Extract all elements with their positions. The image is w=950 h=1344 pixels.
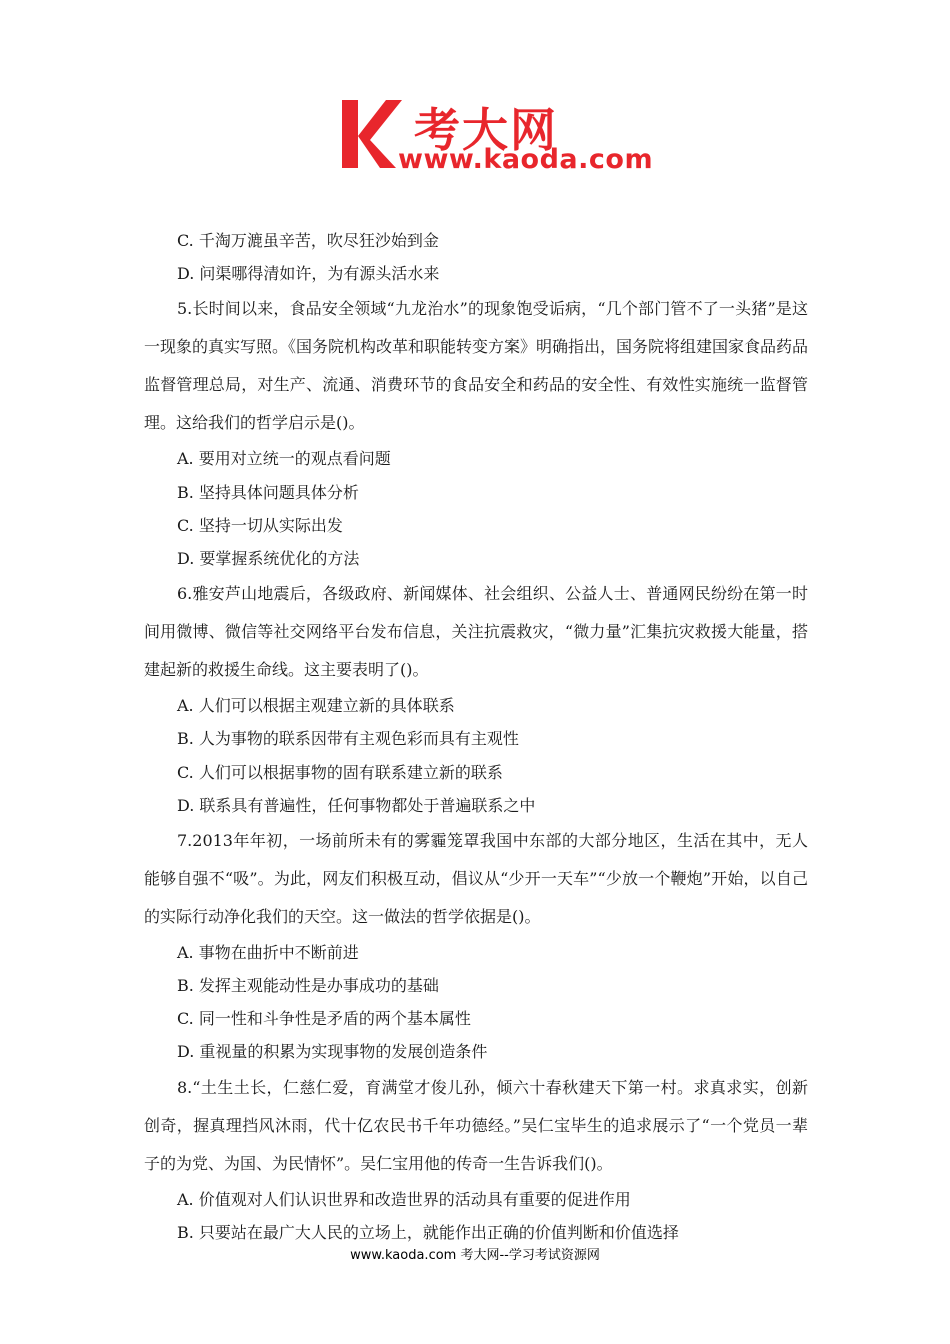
q5-option-d: D. 要掌握系统优化的方法 [177, 548, 360, 568]
option-c-prev: C. 千淘万漉虽辛苦，吹尽狂沙始到金 [177, 231, 439, 250]
logo-chinese-text: 考大网 [414, 103, 558, 157]
option-d-prev: D. 问渠哪得清如许，为有源头活水来 [177, 264, 440, 284]
q7-option-a: A. 事物在曲折中不断前进 [177, 942, 359, 962]
q6-option-a: A. 人们可以根据主观建立新的具体联系 [177, 696, 455, 716]
k-logo-icon [340, 96, 404, 176]
question-5-stem: 5.长时间以来，食品安全领域“九龙治水”的现象饱受诟病，“几个部门管不了一头猪”是这一现象的真实写照。《国务院机构改革和职能转变方案》明确指出，国务院将组建国家食品药品监督管理总局，对生产、流通、消费环节的食品安全和药品的安全性、有效性实施统一监督管理。这给我们的哲学启示是()。 [144, 299, 809, 433]
q6-option-c: C. 人们可以根据事物的固有联系建立新的联系 [177, 762, 503, 782]
logo-url-text: www.kaoda.com [398, 144, 654, 175]
q5-option-b: B. 坚持具体问题具体分析 [177, 482, 359, 502]
q6-option-d: D. 联系具有普遍性，任何事物都处于普遍联系之中 [177, 795, 536, 815]
question-8-stem: 8.“土生土长，仁慈仁爱，育满堂才俊儿孙，倾六十春秋建天下第一村。求真求实，创新创奇，握真理挡风沐雨，代十亿农民书千年功德经。”吴仁宝毕生的追求展示了“一个党员一辈子的为党、为国、为民情怀”。吴仁宝用他的传奇一生告诉我们()。 [144, 1077, 808, 1173]
q6-option-b: B. 人为事物的联系因带有主观色彩而具有主观性 [177, 729, 519, 749]
question-7-stem: 7.2013年年初，一场前所未有的雾霾笼罩我国中东部的大部分地区，生活在其中，无人能够自强不“吸”。为此，网友们积极互动，倡议从“少开一天车”“少放一个鞭炮”开始，以自己的实际行动净化我们的天空。这一做法的哲学依据是()。 [144, 830, 808, 926]
document-body [144, 224, 808, 1249]
question-6-stem: 6.雅安芦山地震后，各级政府、新闻媒体、社会组织、公益人士、普通网民纷纷在第一时间用微博、微信等社交网络平台发布信息，关注抗震救灾，“微力量”汇集抗灾救援大能量，搭建起新的救援生命线。这主要表明了()。 [144, 584, 808, 680]
q5-option-c: C. 坚持一切从实际出发 [177, 515, 343, 535]
q7-option-c: C. 同一性和斗争性是矛盾的两个基本属性 [177, 1009, 471, 1029]
kaoda-logo [340, 96, 670, 186]
q7-option-d: D. 重视量的积累为实现事物的发展创造条件 [177, 1042, 488, 1062]
q5-option-a: A. 要用对立统一的观点看问题 [177, 449, 391, 469]
q7-option-b: B. 发挥主观能动性是办事成功的基础 [177, 976, 439, 996]
q8-option-b: B. 只要站在最广大人民的立场上，就能作出正确的价值判断和价值选择 [177, 1222, 679, 1242]
page-footer: www.kaoda.com 考大网--学习考试资源网 [350, 1248, 600, 1263]
q8-option-a: A. 价值观对人们认识世界和改造世界的活动具有重要的促进作用 [177, 1189, 631, 1209]
